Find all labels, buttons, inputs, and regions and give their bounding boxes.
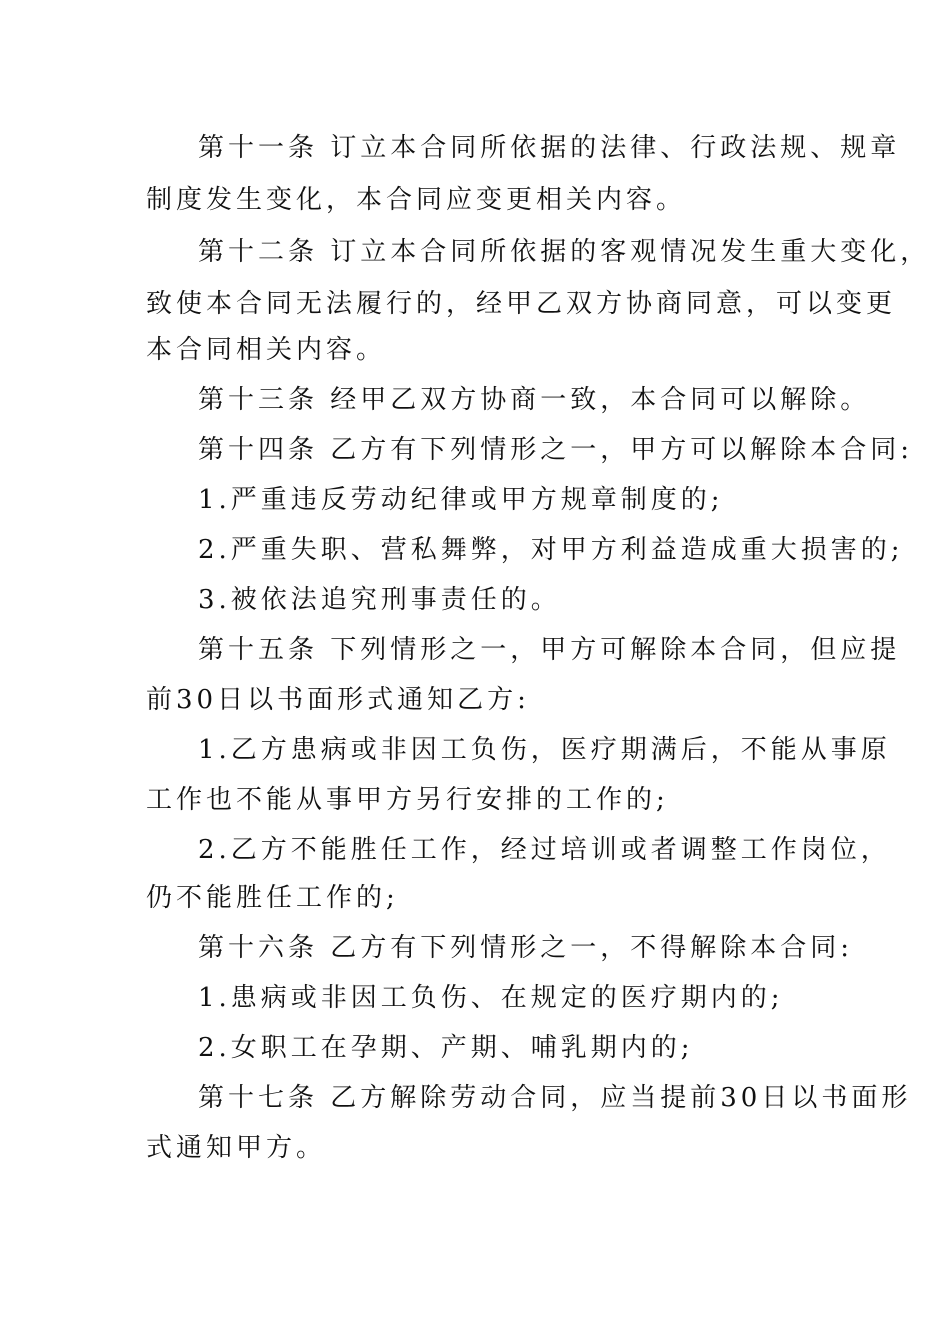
article-15-item-2-line-2: 仍不能胜任工作的; <box>146 883 399 913</box>
article-17-line-2: 式通知甲方。 <box>146 1133 327 1163</box>
article-16-item-2: 2.女职工在孕期、产期、哺乳期内的; <box>198 1033 694 1063</box>
article-17-line-1: 第十七条 乙方解除劳动合同，应当提前30日以书面形 <box>198 1083 912 1113</box>
article-12-line-2: 致使本合同无法履行的，经甲乙双方协商同意，可以变更 <box>146 289 897 319</box>
article-15-item-1-line-1: 1.乙方患病或非因工负伤，医疗期满后，不能从事原 <box>198 735 891 765</box>
article-14-line: 第十四条 乙方有下列情形之一，甲方可以解除本合同: <box>198 435 914 465</box>
article-15-line-2: 前30日以书面形式通知乙方: <box>146 685 530 715</box>
article-11-line-1: 第十一条 订立本合同所依据的法律、行政法规、规章 <box>198 133 901 163</box>
article-14-item-3: 3.被依法追究刑事责任的。 <box>198 585 561 615</box>
article-11-line-2: 制度发生变化，本合同应变更相关内容。 <box>146 185 687 215</box>
article-12-line-1: 第十二条 订立本合同所依据的客观情况发生重大变化， <box>198 237 931 267</box>
article-16-line: 第十六条 乙方有下列情形之一，不得解除本合同: <box>198 933 854 963</box>
article-16-item-1: 1.患病或非因工负伤、在规定的医疗期内的; <box>198 983 784 1013</box>
article-14-item-2: 2.严重失职、营私舞弊，对甲方利益造成重大损害的; <box>198 535 904 565</box>
article-15-item-1-line-2: 工作也不能从事甲方另行安排的工作的; <box>146 785 669 815</box>
article-15-item-2-line-1: 2.乙方不能胜任工作，经过培训或者调整工作岗位， <box>198 835 891 865</box>
article-12-line-3: 本合同相关内容。 <box>146 335 387 365</box>
article-15-line-1: 第十五条 下列情形之一，甲方可解除本合同，但应提 <box>198 635 901 665</box>
article-14-item-1: 1.严重违反劳动纪律或甲方规章制度的; <box>198 485 724 515</box>
article-13-line: 第十三条 经甲乙双方协商一致，本合同可以解除。 <box>198 385 871 415</box>
